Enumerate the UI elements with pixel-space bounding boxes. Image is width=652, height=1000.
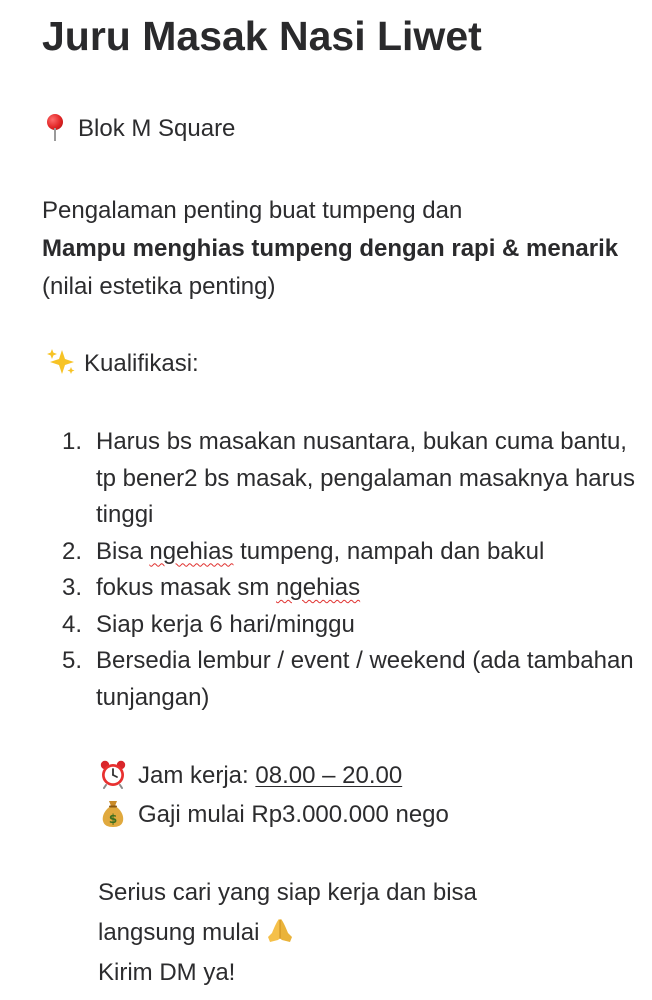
qualifications-heading (46, 346, 199, 382)
list-item-text: tumpeng, nampah dan bakul (233, 537, 545, 565)
list-number: 2. (62, 537, 83, 565)
closing-line: langsung mulai (98, 919, 260, 946)
list-item (62, 534, 642, 571)
work-hours-line (98, 758, 402, 794)
list-number: 4. (62, 610, 83, 638)
qualifications-list (62, 424, 642, 716)
list-number: 1. (62, 428, 83, 455)
list-item-text: Siap kerja 6 hari/minggu (96, 610, 355, 638)
closing-line: Kirim DM ya! (98, 959, 236, 986)
sparkles-icon (46, 347, 76, 377)
list-item-text: Harus bs masakan nusantara, bukan cuma bantu, tp bener2 bs masak, pengalaman masaknya harus tinggi (96, 428, 635, 528)
folded-hands-icon (265, 915, 295, 945)
intro-tail-text: (nilai estetika penting) (42, 273, 276, 300)
list-item (62, 643, 642, 716)
list-item-text: Bersedia lembur / event / weekend (ada tambahan tunjangan) (96, 647, 634, 711)
closing-paragraph (98, 873, 618, 993)
list-item (62, 424, 642, 534)
list-number: 3. (62, 574, 83, 601)
salary-text: Gaji mulai Rp3.000.000 nego (138, 801, 449, 828)
page-title: Juru Masak Nasi Liwet (42, 13, 482, 59)
intro-paragraph (42, 192, 632, 306)
location-text: Blok M Square (78, 115, 236, 142)
alarm-clock-icon (98, 759, 128, 789)
list-item (62, 607, 642, 644)
location-line (46, 112, 235, 146)
svg-text:$: $ (108, 812, 118, 826)
list-item (62, 570, 642, 607)
work-hours-value[interactable]: 08.00 – 20.00 (255, 762, 403, 789)
list-number: 5. (62, 647, 83, 674)
misspelled-word[interactable]: ngehias (149, 537, 234, 565)
qualifications-label: Kualifikasi: (84, 350, 199, 377)
closing-line-with-icon (98, 913, 618, 953)
closing-line: Serius cari yang siap kerja dan bisa (98, 879, 477, 906)
work-hours-label: Jam kerja: (138, 762, 256, 789)
salary-line (98, 797, 449, 833)
money-bag-icon (98, 798, 128, 828)
list-item-text: Bisa (96, 537, 150, 565)
intro-line: Pengalaman penting buat tumpeng dan (42, 197, 463, 224)
intro-bold-text: Mampu menghias tumpeng dengan rapi & menarik (42, 235, 619, 262)
list-item-text: fokus masak sm (96, 574, 277, 601)
misspelled-word[interactable]: ngehias (276, 574, 361, 601)
round-pushpin-icon (46, 114, 64, 142)
